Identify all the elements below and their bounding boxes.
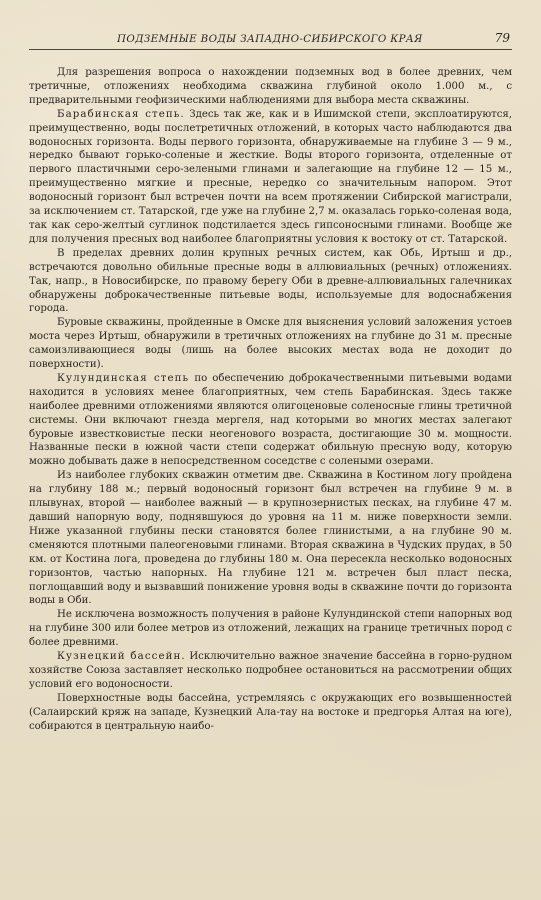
paragraph-4-text: Буровые скважины, пройденные в Омске для выяснения условий заложения устоев моста через Иртыш, обнаружили в третичных отложениях на глубине до 31 м. пресные самоизливающиеся воды (лишь на более высоких местах вода не доходит до поверхности). — [29, 317, 512, 371]
paragraph-5 — [29, 372, 512, 469]
paragraph-3 — [29, 247, 512, 317]
running-head: ПОДЗЕМНЫЕ ВОДЫ ЗАПАДНО-СИБИРСКОГО КРАЯ — [117, 33, 423, 45]
page-number: 79 — [494, 31, 510, 45]
paragraph-1 — [29, 66, 512, 108]
section-lead-kuznetsky: Кузнецкий бассейн. — [57, 651, 186, 663]
paragraph-8-text: Исключительно важное значение бассейна в горно-рудном хозяйстве Союза заставляет несколько подробнее остановиться на рассмотрении общих условий его водоносности. — [29, 651, 512, 690]
paragraph-1-text: Для разрешения вопроса о нахождении подземных вод в более древних, чем третичные, отложениях необходима скважина глубиной около 1.000 м., с предварительными геофизическими наблюдениями для выбора места скважины. — [29, 67, 512, 106]
paragraph-2 — [29, 108, 512, 247]
paragraph-6-text: Из наиболее глубоких скважин отметим две. Скважина в Костином логу пройдена на глубину 188 м.; первый водоносный горизонт был встречен на глубине 9 м. в плывунах, второй — наиболее важный — в крупнозернистых песках, на глубине 47 м. давший напорную воду, поднявшуюся до уровня на 11 м. ниже поверхности земли. Ниже указанной глубины пески становятся более глинистыми, а на глубине 90 м. сменяются плотными палеогеновыми глинами. Вторая скважина в Чудских прудах, в 50 км. от Костина лога, проведена до глубины 180 м. Она пересекла несколько водоносных горизонтов, частью напорных. На глубине 121 м. встречен был пласт песка, поглощавший воду и вызвавший понижение уровня воды в скважине почти до горизонта воды в Оби. — [29, 470, 512, 607]
page-header — [29, 29, 512, 50]
section-lead-barabinskaya: Барабинская степь. — [57, 108, 185, 120]
paragraph-7-text: Не исключена возможность получения в районе Кулундинской степи напорных вод на глубине 300 или более метров из отложений, лежащих на границе третичных пород с более древними. — [29, 609, 512, 649]
paragraph-3-text: В пределах древних долин крупных речных систем, как Обь, Иртыш и др., встречаются довольно обильные пресные воды в аллювиальных (речных) отложениях. Так, напр., в Новосибирске, по правому берегу Оби в древне-аллювиальных галечниках обнаружены доброкачественные питьевые воды, используемые для водоснабжения города. — [29, 247, 512, 315]
paragraph-4 — [29, 316, 512, 372]
body-text — [29, 66, 512, 734]
paragraph-9-text: Поверхностные воды бассейна, устремляясь с окружающих его возвышенностей (Салаирский кряж на западе, Кузнецкий Ала-тау на востоке и предгорья Алтая на юге), собираются в центральную наибо- — [29, 692, 512, 732]
paragraph-9 — [29, 692, 512, 734]
paragraph-2-text: Здесь так же, как и в Ишимской степи, эксплоатируются, преимущественно, воды послетретичных отложений, в которых часто наблюдаются два водоносных горизонта. Воды первого горизонта, обнаруживаемые на глубине 3 — 9 м., нередко бывают горько-соленые и жесткие. Воды второго горизонта, отделенные от первого пластичными серо-зелеными глинами и залегающие на глубине 12 — 15 м., преимущественно мягкие и пресные, нередко со значительным напором. Этот водоносный горизонт был встречен почти на всем протяжении Сибирской магистрали, за исключением ст. Татарской, где уже на глубине 2,7 м. оказалась горько-соленая вода, так как серо-желтый суглинок подстилается здесь гипсоносными глинами. Вообще же для получения пресных вод наиболее благоприятны условия к востоку от ст. Татарской. — [29, 108, 512, 245]
paragraph-7 — [29, 608, 512, 650]
paragraph-6 — [29, 469, 512, 608]
paragraph-5-text: по обеспечению доброкачественными питьевыми водами находится в условиях менее благоприятных, чем степь Барабинская. Здесь также наиболее древними отложениями являются олигоценовые соленосные глины третичной системы. Они включают гнезда мергеля, над которыми во многих местах залегают буровые известковистые пески неогенового возраста, достигающие 30 м. мощности. Названные пески в южной части степи содержат обильную пресную воду, которую можно добывать даже в непосредственном соседстве с солеными озерами. — [29, 372, 513, 468]
paragraph-8 — [29, 650, 512, 692]
section-lead-kulundinskaya: Кулундинская степь — [57, 372, 190, 384]
